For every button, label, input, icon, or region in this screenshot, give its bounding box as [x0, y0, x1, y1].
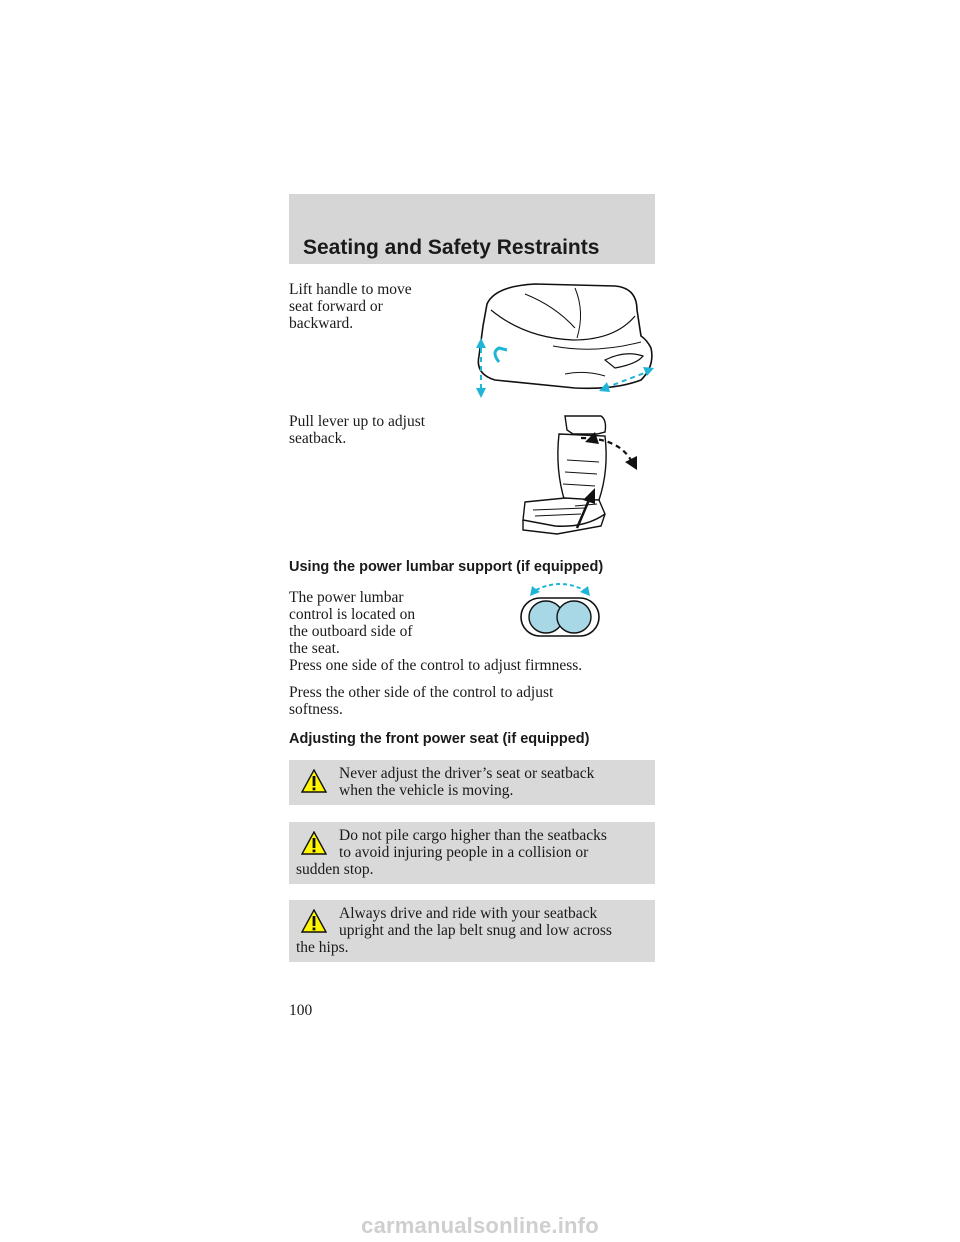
pull-lever-text: Pull lever up to adjust seatback. — [289, 413, 426, 447]
warning-box — [289, 822, 655, 884]
warning-triangle-icon — [301, 831, 327, 855]
warning-triangle-icon — [301, 769, 327, 793]
warning-box — [289, 760, 655, 805]
seat-cushion-illustration — [465, 276, 665, 400]
firmness-text: Press one side of the control to adjust firmness. — [289, 657, 583, 674]
lumbar-control-illustration — [518, 580, 602, 640]
power-seat-heading: Adjusting the front power seat (if equipped) — [289, 731, 590, 747]
lumbar-intro-text: The power lumbar control is located on the outboard side of the seat. — [289, 589, 416, 657]
lift-handle-text: Lift handle to move seat forward or backward. — [289, 281, 412, 332]
warning-text: Always drive and ride with your seatback upright and the lap belt snug and low across the hips. — [296, 905, 612, 956]
watermark: carmanualsonline.info — [361, 1213, 599, 1238]
warning-text: Never adjust the driver’s seat or seatback when the vehicle is moving. — [339, 765, 595, 799]
page-number: 100 — [289, 1002, 313, 1019]
seatback-illustration — [515, 410, 645, 540]
softness-text: Press the other side of the control to adjust softness. — [289, 684, 554, 718]
section-title: Seating and Safety Restraints — [303, 236, 600, 259]
warning-box — [289, 900, 655, 962]
warning-triangle-icon — [301, 909, 327, 933]
warning-text: Do not pile cargo higher than the seatbacks to avoid injuring people in a collision or sudden stop. — [296, 827, 607, 878]
lumbar-support-heading: Using the power lumbar support (if equipped) — [289, 559, 604, 575]
